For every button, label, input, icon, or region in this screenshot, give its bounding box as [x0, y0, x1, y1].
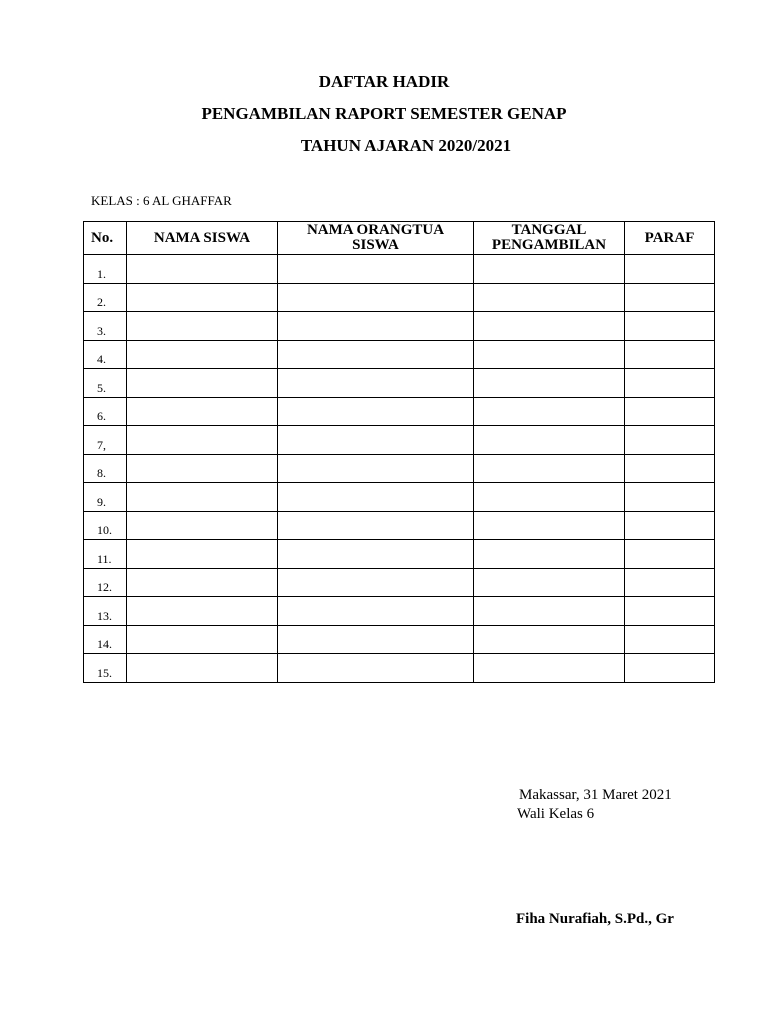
academic-year: TAHUN AJARAN 2020/2021 [300, 136, 512, 155]
pickup-date-cell [474, 283, 625, 312]
signature-cell [625, 625, 715, 654]
signature-cell [625, 654, 715, 683]
place-and-date: Makassar, 31 Maret 2021 [519, 787, 672, 803]
table-row [84, 312, 715, 341]
signature-cell [625, 540, 715, 569]
table-row [84, 654, 715, 683]
pickup-date-cell [474, 255, 625, 284]
student-name-cell [127, 540, 278, 569]
student-name-cell [127, 654, 278, 683]
table-header-row [84, 222, 715, 255]
signature-cell [625, 255, 715, 284]
signature-cell [625, 283, 715, 312]
parent-name-cell [278, 568, 474, 597]
parent-name-cell [278, 454, 474, 483]
signer-role: Wali Kelas 6 [517, 806, 595, 822]
parent-name-cell [278, 369, 474, 398]
row-number-cell: 4. [84, 340, 127, 369]
student-name-cell [127, 426, 278, 455]
table-row [84, 568, 715, 597]
pickup-date-cell [474, 597, 625, 626]
parent-name-cell [278, 511, 474, 540]
pickup-date-cell [474, 540, 625, 569]
table-row [84, 625, 715, 654]
row-number-cell: 6. [84, 397, 127, 426]
row-number-cell: 11. [84, 540, 127, 569]
student-name-cell [127, 483, 278, 512]
pickup-date-cell [474, 369, 625, 398]
column-header-student-name: NAMA SISWA [127, 222, 278, 255]
signature-cell [625, 397, 715, 426]
row-number-cell: 5. [84, 369, 127, 398]
parent-name-cell [278, 654, 474, 683]
column-header-parent-line1: NAMA ORANGTUA [306, 222, 445, 238]
row-number-cell: 8. [84, 454, 127, 483]
signature-cell [625, 340, 715, 369]
parent-name-cell [278, 625, 474, 654]
row-number-cell: 2. [84, 283, 127, 312]
parent-name-cell [278, 397, 474, 426]
column-header-date-line1: TANGGAL [511, 222, 587, 238]
table-row [84, 511, 715, 540]
row-number-cell: 7, [84, 426, 127, 455]
parent-name-cell [278, 426, 474, 455]
row-number-cell: 9. [84, 483, 127, 512]
document-subtitle: PENGAMBILAN RAPORT SEMESTER GENAP [201, 104, 567, 123]
pickup-date-cell [474, 625, 625, 654]
student-name-cell [127, 597, 278, 626]
table-row [84, 454, 715, 483]
signature-cell [625, 312, 715, 341]
table-row [84, 426, 715, 455]
row-number-cell: 12. [84, 568, 127, 597]
column-header-signature: PARAF [625, 222, 715, 255]
student-name-cell [127, 511, 278, 540]
signature-cell [625, 597, 715, 626]
row-number-cell: 1. [84, 255, 127, 284]
signature-cell [625, 426, 715, 455]
parent-name-cell [278, 597, 474, 626]
row-number-cell: 10. [84, 511, 127, 540]
pickup-date-cell [474, 654, 625, 683]
parent-name-cell [278, 540, 474, 569]
column-header-parent-name [278, 222, 474, 255]
table-row [84, 283, 715, 312]
pickup-date-cell [474, 340, 625, 369]
student-name-cell [127, 625, 278, 654]
column-header-date-line2: PENGAMBILAN [491, 237, 607, 253]
class-label: KELAS : 6 AL GHAFFAR [91, 193, 232, 208]
row-number-cell: 14. [84, 625, 127, 654]
row-number-cell: 15. [84, 654, 127, 683]
student-name-cell [127, 369, 278, 398]
signature-cell [625, 483, 715, 512]
pickup-date-cell [474, 568, 625, 597]
attendance-table [83, 221, 715, 683]
table-row [84, 369, 715, 398]
parent-name-cell [278, 255, 474, 284]
signature-cell [625, 369, 715, 398]
student-name-cell [127, 397, 278, 426]
table-row [84, 540, 715, 569]
signer-name: Fiha Nurafiah, S.Pd., Gr [516, 911, 674, 927]
signature-cell [625, 568, 715, 597]
pickup-date-cell [474, 454, 625, 483]
parent-name-cell [278, 312, 474, 341]
pickup-date-cell [474, 511, 625, 540]
pickup-date-cell [474, 397, 625, 426]
student-name-cell [127, 255, 278, 284]
table-row [84, 483, 715, 512]
student-name-cell [127, 312, 278, 341]
signature-cell [625, 511, 715, 540]
student-name-cell [127, 568, 278, 597]
column-header-parent-line2: SISWA [352, 237, 399, 253]
pickup-date-cell [474, 426, 625, 455]
column-header-pickup-date [474, 222, 625, 255]
parent-name-cell [278, 483, 474, 512]
row-number-cell: 3. [84, 312, 127, 341]
signature-cell [625, 454, 715, 483]
student-name-cell [127, 340, 278, 369]
parent-name-cell [278, 340, 474, 369]
table-row [84, 255, 715, 284]
parent-name-cell [278, 283, 474, 312]
column-header-no: No. [84, 222, 127, 255]
row-number-cell: 13. [84, 597, 127, 626]
table-row [84, 597, 715, 626]
pickup-date-cell [474, 483, 625, 512]
student-name-cell [127, 283, 278, 312]
table-row [84, 397, 715, 426]
document-title: DAFTAR HADIR [318, 72, 450, 91]
table-row [84, 340, 715, 369]
student-name-cell [127, 454, 278, 483]
pickup-date-cell [474, 312, 625, 341]
